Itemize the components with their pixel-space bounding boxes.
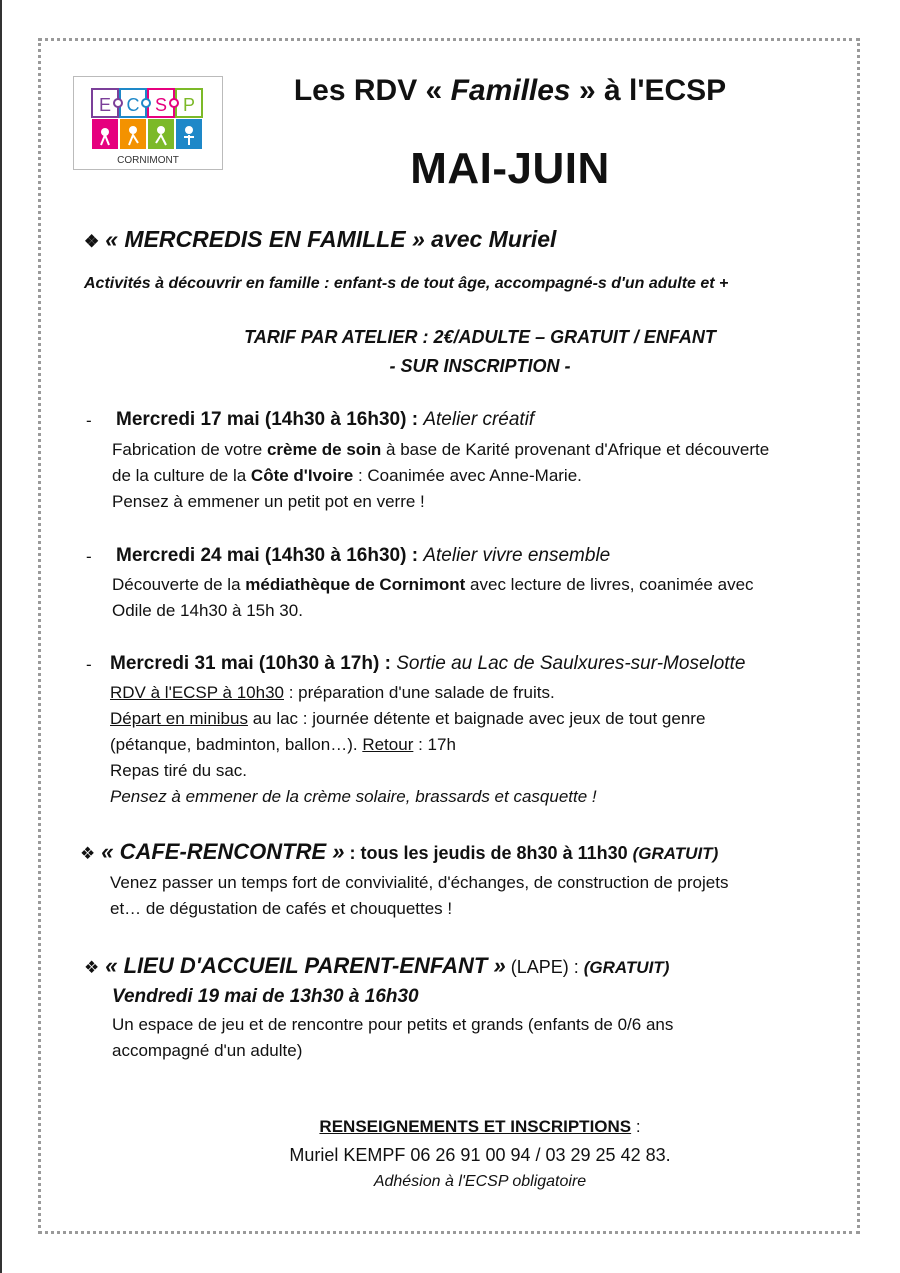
- event-3-date: Mercredi 31 mai (10h30 à 17h) :: [110, 653, 391, 674]
- event-2-line-1: [112, 575, 754, 595]
- period-title: MAI-JUIN: [410, 144, 610, 193]
- event-3-line-3a: (pétanque, badminton, ballon…).: [110, 735, 363, 754]
- tarif-line: TARIF PAR ATELIER : 2€/ADULTE – GRATUIT / ENFANT: [244, 327, 716, 347]
- section-mercredis-heading: [84, 226, 556, 253]
- logo-letter-c: C: [126, 95, 140, 115]
- event-3-line-4: Repas tiré du sac.: [110, 761, 248, 780]
- event-3-line-2: [110, 709, 705, 729]
- event-2-line-1a: Découverte de la: [112, 575, 246, 594]
- event-3-line-3: [110, 735, 456, 755]
- event-1-header: [116, 409, 534, 431]
- section-cafe-free: (GRATUIT): [632, 844, 719, 863]
- event-2-line-2: Odile de 14h30 à 15h 30.: [112, 601, 303, 620]
- logo-letter-s: S: [154, 95, 168, 115]
- diamond-bullet-icon: ❖: [84, 958, 100, 977]
- section-cafe-line-1: Venez passer un temps fort de convivialité, d'échanges, de construction de projets: [110, 873, 729, 892]
- event-3-line-1: [110, 683, 555, 703]
- page-left-rule: [0, 0, 2, 1273]
- event-1-line-2a: de la culture de la: [112, 466, 251, 485]
- event-1-line-1: [112, 440, 769, 460]
- event-3-line-1b: : préparation d'une salade de fruits.: [283, 683, 555, 702]
- event-1-line-3: Pensez à emmener un petit pot en verre !: [112, 492, 425, 511]
- event-1-line-1b: crème de soin: [266, 440, 382, 459]
- event-2-dash: -: [86, 547, 92, 566]
- event-2-line-1b: médiathèque de Cornimont: [245, 575, 466, 594]
- section-lape-date: Vendredi 19 mai de 13h30 à 16h30: [112, 986, 419, 1007]
- event-3-line-1a: RDV à l'ECSP à 10h30: [110, 683, 284, 702]
- section-cafe-heading: [80, 839, 718, 865]
- event-3-line-3b: Retour: [362, 735, 414, 754]
- footer-heading: [84, 1117, 876, 1137]
- section-lape-abbr: (LAPE) :: [505, 957, 584, 977]
- event-2-type: Atelier vivre ensemble: [423, 545, 611, 566]
- section-mercredis-subtitle: Activités à découvrir en famille : enfant-s de tout âge, accompagné-s d'un adulte et +: [84, 275, 729, 292]
- event-1-dash: -: [86, 411, 92, 430]
- event-3-header: [110, 653, 745, 675]
- event-1-line-1a: Fabrication de votre: [112, 440, 267, 459]
- event-1-line-2c: : Coanimée avec Anne-Marie.: [353, 466, 582, 485]
- section-cafe-title: « CAFE-RENCONTRE »: [101, 839, 345, 864]
- event-1-line-2b: Côte d'Ivoire: [250, 466, 354, 485]
- event-1-line-1c: à base de Karité provenant d'Afrique et découverte: [381, 440, 770, 459]
- section-lape-title: « LIEU D'ACCUEIL PARENT-ENFANT »: [105, 953, 506, 978]
- footer-note: Adhésion à l'ECSP obligatoire: [373, 1173, 587, 1190]
- title-post: » à l'ECSP: [570, 74, 727, 107]
- event-2-header: [116, 545, 610, 567]
- ecsp-logo: [73, 76, 223, 170]
- section-mercredis-title: « MERCREDIS EN FAMILLE » avec Muriel: [105, 226, 557, 252]
- event-3-type: Sortie au Lac de Saulxures-sur-Moselotte: [396, 653, 746, 674]
- section-cafe-line-2: et… de dégustation de cafés et chouquettes !: [110, 899, 453, 918]
- diamond-bullet-icon: ❖: [80, 844, 96, 863]
- section-cafe-schedule: : tous les jeudis de 8h30 à 11h30: [344, 843, 633, 863]
- event-1-date: Mercredi 17 mai (14h30 à 16h30) :: [116, 409, 419, 430]
- footer-heading-suffix: :: [631, 1117, 641, 1136]
- title-emphasis: Familles: [450, 74, 571, 107]
- page-title: [230, 74, 790, 108]
- section-lape-line-1: Un espace de jeu et de rencontre pour petits et grands (enfants de 0/6 ans: [112, 1015, 674, 1034]
- event-3-dash: -: [86, 655, 92, 674]
- event-2-line-1c: avec lecture de livres, coanimée avec: [465, 575, 754, 594]
- puzzle-logo-graphic: [74, 77, 222, 169]
- event-1-type: Atelier créatif: [423, 409, 535, 430]
- event-3-line-3c: : 17h: [413, 735, 456, 754]
- event-3-line-2b: au lac : journée détente et baignade avec jeux de tout genre: [247, 709, 706, 728]
- section-lape-line-2: accompagné d'un adulte): [112, 1041, 303, 1060]
- event-2-date: Mercredi 24 mai (14h30 à 16h30) :: [116, 545, 419, 566]
- footer-heading-text: RENSEIGNEMENTS ET INSCRIPTIONS: [319, 1117, 632, 1136]
- section-lape-free: (GRATUIT): [583, 958, 670, 977]
- event-3-line-5: Pensez à emmener de la crème solaire, brassards et casquette !: [110, 787, 597, 806]
- logo-town: CORNIMONT: [117, 155, 179, 166]
- diamond-bullet-icon: ❖: [84, 232, 100, 251]
- logo-letter-p: P: [182, 95, 196, 115]
- event-1-line-2: [112, 466, 582, 486]
- logo-letter-e: E: [98, 95, 112, 115]
- section-lape-heading: [84, 953, 669, 979]
- event-3-line-2a: Départ en minibus: [110, 709, 248, 728]
- footer-contact: Muriel KEMPF 06 26 91 00 94 / 03 29 25 42 83.: [289, 1145, 671, 1165]
- title-pre: Les RDV «: [293, 74, 451, 107]
- inscription-line: - SUR INSCRIPTION -: [389, 356, 571, 376]
